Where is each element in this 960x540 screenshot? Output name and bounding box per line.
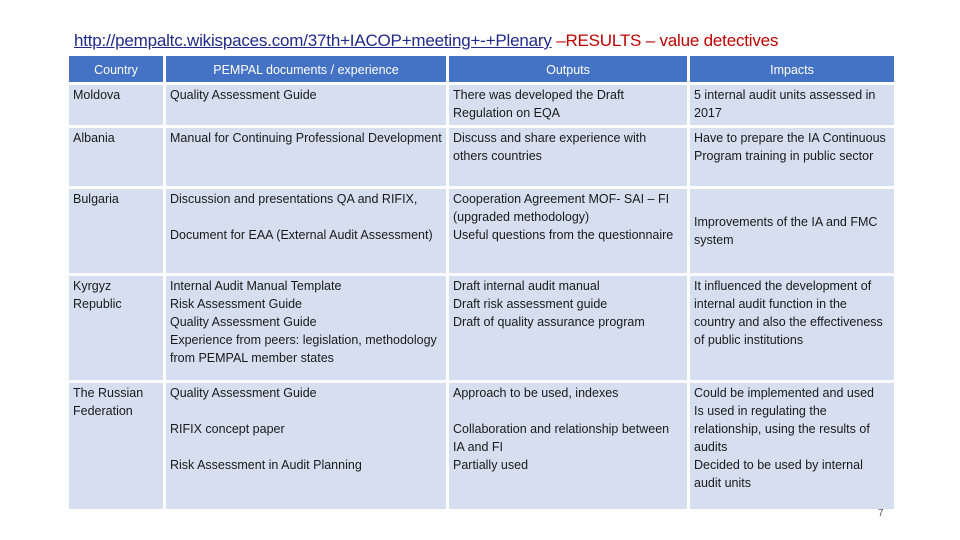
- document-item: Quality Assessment Guide: [170, 386, 317, 400]
- output-item: Useful questions from the questionnaire: [453, 228, 674, 242]
- document-item: Quality Assessment Guide: [170, 315, 317, 329]
- cell-documents: [166, 189, 446, 273]
- cell-documents: Manual for Continuing Professional Development: [166, 128, 446, 186]
- cell-outputs: There was developed the Draft Regulation on EQA: [449, 85, 687, 125]
- cell-outputs: [449, 383, 687, 509]
- document-item: Internal Audit Manual Template: [170, 279, 342, 293]
- impact-item: Could be implemented and used: [694, 386, 874, 400]
- output-item: Collaboration and relationship between IA and FI: [453, 422, 670, 454]
- cell-documents: [166, 276, 446, 380]
- title-results-text: RESULTS – value detectives: [565, 31, 779, 50]
- cell-country: The Russian Federation: [69, 383, 163, 509]
- document-item: RIFIX concept paper: [170, 422, 285, 436]
- header-country: Country: [69, 56, 163, 82]
- output-item: Cooperation Agreement MOF- SAI – FI (upgraded methodology): [453, 192, 670, 224]
- table-row: [69, 189, 894, 273]
- cell-outputs: [449, 189, 687, 273]
- table-row: [69, 128, 894, 186]
- cell-impacts: It influenced the development of internal audit function in the country and also the effectiveness of public institutions: [690, 276, 894, 380]
- cell-impacts: Improvements of the IA and FMC system: [690, 189, 894, 273]
- impact-item: Decided to be used by internal audit units: [694, 458, 863, 490]
- cell-country: Albania: [69, 128, 163, 186]
- output-item: Partially used: [453, 458, 529, 472]
- slide-title: [74, 30, 894, 52]
- table-row: [69, 85, 894, 125]
- cell-country: Bulgaria: [69, 189, 163, 273]
- title-separator: –: [551, 31, 566, 50]
- results-table: [66, 53, 897, 512]
- page-number: 7: [878, 508, 884, 519]
- cell-country: Kyrgyz Republic: [69, 276, 163, 380]
- cell-outputs: Discuss and share experience with others countries: [449, 128, 687, 186]
- table-row: [69, 383, 894, 509]
- output-item: Draft risk assessment guide: [453, 297, 608, 311]
- header-documents: PEMPAL documents / experience: [166, 56, 446, 82]
- cell-documents: [166, 383, 446, 509]
- table-row: [69, 276, 894, 380]
- header-impacts: Impacts: [690, 56, 894, 82]
- cell-documents: Quality Assessment Guide: [166, 85, 446, 125]
- header-outputs: Outputs: [449, 56, 687, 82]
- document-item: Risk Assessment in Audit Planning: [170, 458, 362, 472]
- output-item: Approach to be used, indexes: [453, 386, 619, 400]
- cell-country: Moldova: [69, 85, 163, 125]
- wiki-link[interactable]: http://pempaltc.wikispaces.com/37th+IACOP+meeting+-+Plenary: [74, 31, 552, 50]
- output-item: Draft of quality assurance program: [453, 315, 645, 329]
- table-header-row: [69, 56, 894, 82]
- impact-item: Is used in regulating the relationship, using the results of audits: [694, 404, 870, 454]
- output-item: Draft internal audit manual: [453, 279, 600, 293]
- document-item: Discussion and presentations QA and RIFIX,: [170, 192, 418, 206]
- document-item: Experience from peers: legislation, methodology from PEMPAL member states: [170, 333, 437, 365]
- cell-impacts: Have to prepare the IA Continuous Program training in public sector: [690, 128, 894, 186]
- document-item: Document for EAA (External Audit Assessment): [170, 228, 433, 242]
- document-item: Risk Assessment Guide: [170, 297, 302, 311]
- cell-outputs: [449, 276, 687, 380]
- cell-impacts: [690, 383, 894, 509]
- cell-impacts: 5 internal audit units assessed in 2017: [690, 85, 894, 125]
